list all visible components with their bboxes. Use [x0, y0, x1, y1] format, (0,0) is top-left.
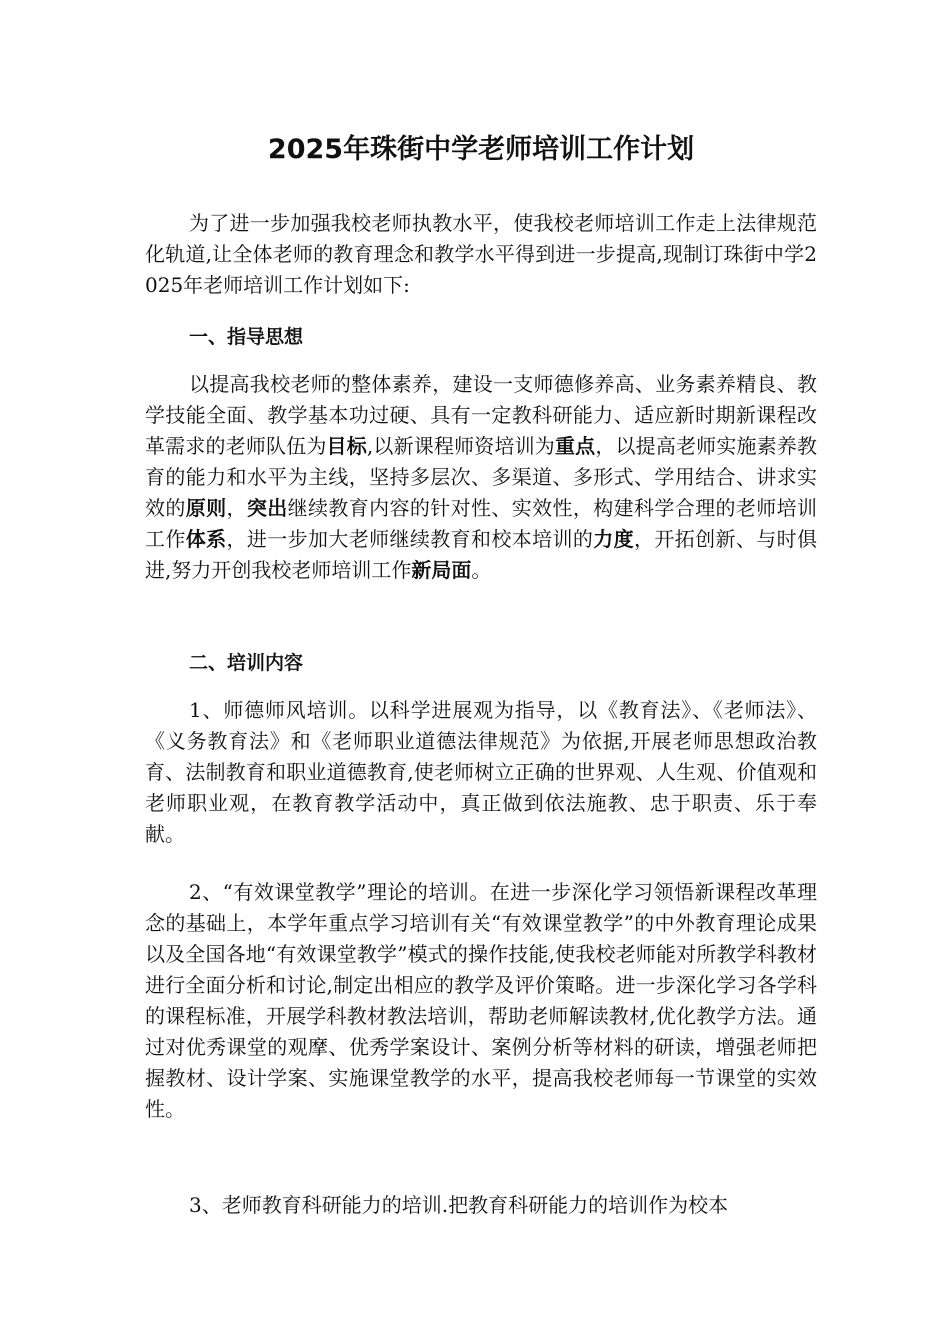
emphasis-new-situation: 新局面 — [411, 558, 472, 582]
document-page — [145, 0, 817, 1344]
emphasis-principle: 原则 — [185, 496, 227, 520]
intro-paragraph: 为了进一步加强我校老师执教水平，使我校老师培训工作走上法律规范化轨道,让全体老师的教育理念和教学水平得到进一步提高,现制订珠街中学2025年老师培训工作计划如下: — [145, 211, 817, 297]
emphasis-system: 体系 — [185, 527, 227, 551]
section-heading-training-content: 二、培训内容 — [189, 652, 304, 674]
training-item-2: 2、“有效课堂教学”理论的培训。在进一步深化学习领悟新课程改革理念的基础上，本学年重点学习培训有关“有效课堂教学”的中外教育理论成果以及全国各地“有效课堂教学”模式的操作技能,使我校老师能对所教学科教材进行全面分析和讨论,制定出相应的教学及评价策略。进一步深化学习各学科的课程标准，开展学科教材教法培训，帮助老师解读教材,优化教学方法。通过对优秀课堂的观摩、优秀学案设计、案例分析等材料的研读，增强老师把握教材、设计学案、实施课堂教学的水平，提高我校老师每一节课堂的实效性。 — [145, 880, 817, 1121]
guiding-ideology-paragraph: 以提高我校老师的整体素养，建设一支师德修养高、业务素养精良、教学技能全面、教学基本功过硬、具有一定教科研能力、适应新时期新课程改革需求的老师队伍为目标,以新课程师资培训为重点，以提高老师实施素养教育的能力和水平为主线，坚持多层次、多渠道、多形式、学用结合、讲求实效的原则，突出继续教育内容的针对性、实效性，构建科学合理的老师培训工作体系，进一步加大老师继续教育和校本培训的力度，开拓创新、与时俱进,努力开创我校老师培训工作新局面。 — [145, 372, 818, 582]
emphasis-intensity: 力度 — [593, 527, 634, 551]
emphasis-goal: 目标 — [326, 434, 367, 458]
training-item-3: 3、老师教育科研能力的培训.把教育科研能力的培训作为校本 — [189, 1193, 729, 1217]
emphasis-highlight: 突出 — [246, 496, 288, 520]
emphasis-focus: 重点 — [554, 434, 596, 458]
training-item-1: 1、师德师风培训。以科学进展观为指导，以《教育法》、《老师法》、《义务教育法》和《老师职业道德法律规范》为依据,开展老师思想政治教育、法制教育和职业道德教育,使老师树立正确的世界观、人生观、价值观和老师职业观，在教育教学活动中，真正做到依法施教、忠于职责、乐于奉献。 — [145, 698, 817, 846]
document-title: 2025年珠街中学老师培训工作计划 — [267, 134, 695, 165]
section-heading-guiding-ideology: 一、指导思想 — [189, 326, 304, 348]
